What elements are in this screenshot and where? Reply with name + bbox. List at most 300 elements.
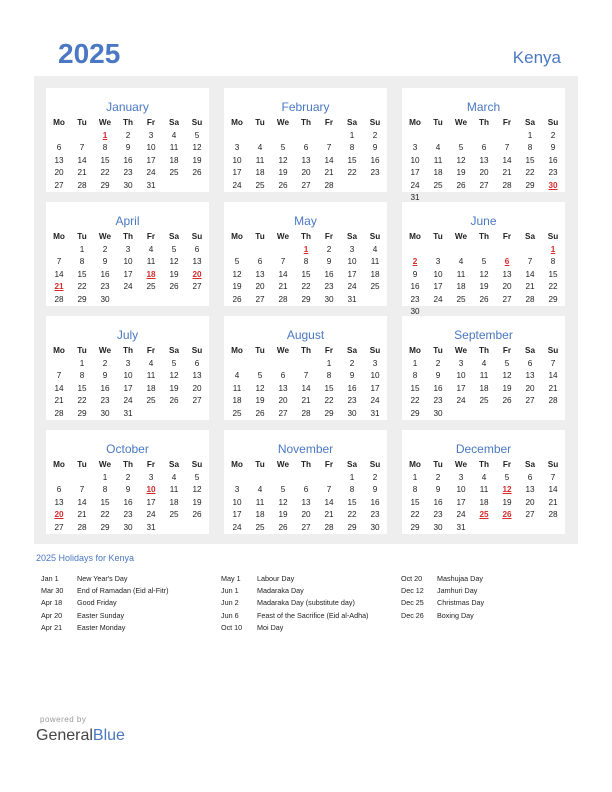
- brand-logo: [36, 727, 125, 745]
- day-cell: 5: [504, 359, 510, 368]
- weekday-header: Sa: [168, 346, 179, 355]
- holiday-row: [221, 623, 399, 633]
- day-cell: 2: [372, 473, 378, 482]
- day-cell: 28: [54, 294, 64, 304]
- weekday-header: Su: [191, 460, 203, 469]
- weekday-header: Sa: [168, 232, 179, 241]
- day-cell: 28: [324, 180, 334, 190]
- day-cell: 16: [100, 383, 110, 393]
- day-cell: 10: [456, 485, 466, 495]
- day-cell: 26: [502, 396, 512, 406]
- weekday-header: Fr: [324, 232, 334, 241]
- brand-blue: Blue: [92, 727, 125, 744]
- day-cell: 30: [100, 408, 110, 418]
- day-cell: 12: [169, 371, 179, 381]
- weekday-header: Su: [369, 346, 381, 355]
- weekday-header: Tu: [255, 460, 265, 469]
- day-cell: 15: [525, 155, 535, 165]
- holiday-day: 20: [192, 269, 202, 279]
- holiday-name: Labour Day: [257, 574, 295, 583]
- day-cell: 8: [79, 371, 85, 381]
- day-cell: 22: [77, 396, 87, 406]
- holiday-name: Moi Day: [257, 622, 284, 632]
- day-cell: 25: [232, 408, 242, 418]
- day-cell: 3: [435, 257, 441, 267]
- day-cell: 19: [278, 510, 288, 520]
- day-cell: 2: [102, 359, 108, 368]
- holiday-row: [401, 598, 579, 608]
- holiday-day: 2: [412, 257, 418, 267]
- day-cell: 26: [479, 294, 489, 304]
- weekday-header: Mo: [409, 118, 421, 127]
- day-cell: 18: [255, 168, 265, 178]
- day-cell: 30: [410, 307, 420, 316]
- day-cell: 14: [77, 155, 87, 165]
- weekday-header: Tu: [77, 232, 87, 241]
- day-cell: 17: [456, 497, 466, 507]
- day-cell: 10: [347, 257, 357, 267]
- day-cell: 14: [548, 371, 558, 381]
- day-cell: 29: [100, 180, 110, 190]
- day-cell: 24: [123, 396, 133, 406]
- holiday-day: 26: [502, 510, 512, 520]
- day-cell: 15: [410, 497, 420, 507]
- day-cell: 24: [347, 282, 357, 292]
- day-cell: 3: [148, 473, 154, 482]
- day-cell: 9: [125, 143, 131, 153]
- day-cell: 18: [370, 269, 380, 279]
- day-cell: 13: [525, 485, 535, 495]
- day-cell: 23: [548, 168, 558, 178]
- calendar-grid: [34, 76, 578, 544]
- day-cell: 18: [479, 497, 489, 507]
- day-cell: 7: [326, 143, 332, 153]
- holiday-date: Jun 6: [221, 610, 239, 620]
- day-cell: 14: [525, 269, 535, 279]
- day-cell: 1: [349, 473, 355, 482]
- day-cell: 22: [100, 510, 110, 520]
- powered-by-label: powered by: [40, 715, 87, 724]
- day-cell: 8: [349, 485, 355, 495]
- weekday-header: Sa: [168, 460, 179, 469]
- weekday-header: Th: [478, 232, 489, 241]
- day-cell: 7: [527, 257, 533, 267]
- day-cell: 17: [433, 282, 443, 292]
- day-cell: 10: [123, 257, 133, 267]
- day-cell: 27: [255, 294, 265, 304]
- day-cell: 20: [278, 396, 288, 406]
- weekday-header: Su: [369, 118, 381, 127]
- day-cell: 7: [303, 371, 309, 381]
- day-cell: 15: [77, 269, 87, 279]
- day-cell: 28: [548, 396, 558, 406]
- weekday-header: Mo: [231, 346, 243, 355]
- day-cell: 14: [301, 383, 311, 393]
- day-cell: 1: [326, 359, 332, 368]
- day-cell: 6: [56, 485, 62, 495]
- day-cell: 6: [280, 371, 286, 381]
- weekday-header: Mo: [409, 346, 421, 355]
- holiday-name: Madaraka Day (substitute day): [257, 598, 355, 608]
- day-cell: 30: [123, 180, 133, 190]
- day-cell: 20: [525, 497, 535, 507]
- weekday-header: Mo: [231, 232, 243, 241]
- day-cell: 4: [171, 131, 177, 140]
- day-cell: 13: [255, 269, 265, 279]
- day-cell: 12: [502, 371, 512, 381]
- weekday-header: Tu: [77, 346, 87, 355]
- day-cell: 15: [100, 155, 110, 165]
- day-cell: 12: [169, 257, 179, 267]
- holiday-day: 20: [54, 510, 64, 520]
- day-cell: 21: [324, 510, 334, 520]
- month-march: [402, 88, 565, 202]
- holiday-row: [221, 574, 399, 584]
- day-cell: 3: [234, 143, 240, 153]
- day-cell: 6: [481, 143, 487, 153]
- day-cell: 7: [550, 359, 556, 368]
- weekday-header: Fr: [502, 118, 512, 127]
- holiday-day: 21: [54, 282, 64, 292]
- weekday-header: We: [454, 346, 468, 355]
- day-cell: 13: [192, 257, 202, 267]
- day-cell: 11: [370, 257, 380, 267]
- day-cell: 4: [481, 473, 487, 482]
- day-cell: 9: [550, 143, 556, 153]
- day-cell: 22: [301, 282, 311, 292]
- weekday-header: Tu: [77, 118, 87, 127]
- day-cell: 6: [56, 143, 62, 153]
- day-cell: 15: [548, 269, 558, 279]
- weekday-header: Sa: [346, 118, 357, 127]
- day-cell: 17: [232, 510, 242, 520]
- holiday-date: Jun 1: [221, 586, 239, 596]
- weekday-header: Fr: [502, 346, 512, 355]
- day-cell: 17: [123, 383, 133, 393]
- weekday-header: Sa: [524, 232, 535, 241]
- day-cell: 19: [502, 383, 512, 393]
- day-cell: 17: [146, 155, 156, 165]
- weekday-header: Fr: [146, 118, 156, 127]
- weekday-header: Th: [300, 118, 311, 127]
- weekday-header: Tu: [433, 460, 443, 469]
- day-cell: 3: [412, 143, 418, 153]
- day-cell: 1: [102, 473, 108, 482]
- day-cell: 24: [456, 510, 466, 520]
- day-cell: 12: [278, 497, 288, 507]
- day-cell: 13: [54, 155, 64, 165]
- month-january: [46, 88, 209, 192]
- weekday-header: Fr: [324, 460, 334, 469]
- weekday-header: Th: [122, 346, 133, 355]
- day-cell: 17: [232, 168, 242, 178]
- month-november: [224, 430, 387, 534]
- holiday-day: 10: [146, 485, 156, 495]
- holiday-date: Dec 12: [401, 586, 424, 596]
- day-cell: 4: [372, 245, 378, 254]
- month-name: January: [106, 100, 149, 114]
- day-cell: 29: [77, 294, 87, 304]
- day-cell: 1: [412, 359, 418, 368]
- day-cell: 10: [146, 143, 156, 153]
- day-cell: 13: [479, 155, 489, 165]
- day-cell: 27: [301, 522, 311, 532]
- day-cell: 26: [192, 510, 202, 520]
- holiday-row: [41, 574, 219, 584]
- weekday-header: Fr: [324, 346, 334, 355]
- day-cell: 14: [548, 485, 558, 495]
- weekday-header: Th: [478, 460, 489, 469]
- day-cell: 16: [410, 282, 420, 292]
- day-cell: 10: [433, 269, 443, 279]
- day-cell: 21: [324, 168, 334, 178]
- month-name: April: [115, 214, 140, 228]
- holiday-name: Easter Monday: [77, 622, 126, 632]
- day-cell: 26: [232, 294, 242, 304]
- holiday-day: 6: [504, 257, 510, 267]
- day-cell: 8: [412, 485, 418, 495]
- holiday-day: 1: [303, 245, 309, 254]
- weekday-header: Sa: [346, 460, 357, 469]
- weekday-header: We: [454, 460, 468, 469]
- day-cell: 12: [192, 143, 202, 153]
- weekday-header: Su: [547, 346, 559, 355]
- day-cell: 3: [458, 359, 464, 368]
- day-cell: 28: [278, 294, 288, 304]
- day-cell: 19: [192, 497, 202, 507]
- holiday-date: Dec 25: [401, 598, 424, 608]
- day-cell: 26: [192, 168, 202, 178]
- day-cell: 20: [192, 383, 202, 393]
- day-cell: 13: [278, 383, 288, 393]
- weekday-header: Fr: [502, 232, 512, 241]
- day-cell: 10: [232, 497, 242, 507]
- day-cell: 1: [79, 245, 85, 254]
- day-cell: 3: [372, 359, 378, 368]
- weekday-header: We: [98, 232, 112, 241]
- month-december: [402, 430, 565, 534]
- month-name: June: [470, 214, 497, 228]
- holiday-date: Jan 1: [41, 574, 59, 583]
- day-cell: 28: [77, 180, 87, 190]
- day-cell: 20: [502, 282, 512, 292]
- holiday-day: 18: [146, 269, 156, 279]
- weekday-header: Th: [122, 232, 133, 241]
- day-cell: 25: [146, 282, 156, 292]
- weekday-header: We: [276, 232, 290, 241]
- day-cell: 23: [123, 510, 133, 520]
- day-cell: 21: [77, 168, 87, 178]
- day-cell: 11: [255, 497, 265, 507]
- day-cell: 29: [301, 294, 311, 304]
- day-cell: 18: [255, 510, 265, 520]
- day-cell: 29: [347, 522, 357, 532]
- day-cell: 25: [370, 282, 380, 292]
- day-cell: 20: [54, 168, 64, 178]
- day-cell: 21: [548, 383, 558, 393]
- weekday-header: Sa: [524, 460, 535, 469]
- day-cell: 9: [435, 371, 441, 381]
- weekday-header: Su: [547, 460, 559, 469]
- holiday-name: Feast of the Sacrifice (Eid al-Adha): [257, 610, 369, 620]
- day-cell: 27: [278, 408, 288, 418]
- day-cell: 31: [146, 180, 156, 190]
- day-cell: 11: [169, 143, 179, 153]
- day-cell: 30: [100, 294, 110, 304]
- day-cell: 17: [347, 269, 357, 279]
- brand-general: General: [36, 727, 93, 744]
- day-cell: 7: [550, 473, 556, 482]
- day-cell: 25: [255, 522, 265, 532]
- day-cell: 11: [456, 269, 466, 279]
- day-cell: 23: [123, 168, 133, 178]
- holiday-row: [41, 598, 219, 608]
- day-cell: 26: [278, 180, 288, 190]
- day-cell: 25: [169, 510, 179, 520]
- day-cell: 11: [232, 383, 242, 393]
- day-cell: 14: [278, 269, 288, 279]
- day-cell: 6: [194, 359, 200, 368]
- day-cell: 2: [435, 473, 441, 482]
- day-cell: 21: [301, 396, 311, 406]
- month-july: [46, 316, 209, 420]
- day-cell: 16: [370, 155, 380, 165]
- day-cell: 7: [79, 143, 85, 153]
- day-cell: 26: [456, 180, 466, 190]
- day-cell: 9: [102, 371, 108, 381]
- day-cell: 4: [257, 143, 263, 153]
- day-cell: 31: [370, 408, 380, 418]
- day-cell: 20: [479, 168, 489, 178]
- weekday-header: We: [276, 346, 290, 355]
- day-cell: 16: [324, 269, 334, 279]
- day-cell: 12: [255, 383, 265, 393]
- day-cell: 24: [146, 510, 156, 520]
- day-cell: 15: [410, 383, 420, 393]
- weekday-header: Sa: [346, 232, 357, 241]
- day-cell: 29: [548, 294, 558, 304]
- day-cell: 4: [148, 245, 154, 254]
- day-cell: 18: [479, 383, 489, 393]
- holiday-name: Easter Sunday: [77, 610, 125, 620]
- holiday-row: [41, 623, 219, 633]
- day-cell: 18: [169, 497, 179, 507]
- day-cell: 2: [435, 359, 441, 368]
- weekday-header: Su: [547, 232, 559, 241]
- month-name: May: [294, 214, 317, 228]
- day-cell: 29: [410, 408, 420, 418]
- day-cell: 16: [100, 269, 110, 279]
- month-june: [402, 202, 565, 316]
- day-cell: 30: [324, 294, 334, 304]
- day-cell: 4: [435, 143, 441, 153]
- day-cell: 29: [525, 180, 535, 190]
- day-cell: 8: [412, 371, 418, 381]
- day-cell: 15: [301, 269, 311, 279]
- day-cell: 11: [479, 485, 489, 495]
- day-cell: 29: [410, 522, 420, 532]
- weekday-header: Su: [369, 232, 381, 241]
- day-cell: 7: [280, 257, 286, 267]
- day-cell: 23: [370, 510, 380, 520]
- day-cell: 8: [326, 371, 332, 381]
- day-cell: 4: [234, 371, 240, 381]
- holiday-row: [41, 611, 219, 621]
- day-cell: 5: [280, 485, 286, 495]
- day-cell: 11: [169, 485, 179, 495]
- month-name: July: [116, 328, 139, 342]
- day-cell: 19: [456, 168, 466, 178]
- day-cell: 20: [301, 168, 311, 178]
- weekday-header: Th: [300, 460, 311, 469]
- weekday-header: Su: [369, 460, 381, 469]
- month-october: [46, 430, 209, 534]
- day-cell: 26: [255, 408, 265, 418]
- day-cell: 17: [456, 383, 466, 393]
- day-cell: 18: [232, 396, 242, 406]
- day-cell: 14: [324, 155, 334, 165]
- day-cell: 28: [77, 522, 87, 532]
- weekday-header: Th: [122, 118, 133, 127]
- day-cell: 5: [504, 473, 510, 482]
- day-cell: 31: [123, 408, 133, 418]
- weekday-header: Su: [191, 118, 203, 127]
- day-cell: 15: [347, 155, 357, 165]
- day-cell: 16: [123, 497, 133, 507]
- day-cell: 7: [56, 257, 62, 267]
- day-cell: 13: [192, 371, 202, 381]
- day-cell: 26: [169, 282, 179, 292]
- holiday-row: [221, 598, 399, 608]
- day-cell: 29: [100, 522, 110, 532]
- day-cell: 9: [326, 257, 332, 267]
- day-cell: 31: [410, 193, 420, 202]
- weekday-header: Tu: [433, 346, 443, 355]
- weekday-header: Sa: [168, 118, 179, 127]
- weekday-header: We: [98, 118, 112, 127]
- month-name: October: [106, 442, 149, 456]
- day-cell: 18: [433, 168, 443, 178]
- day-cell: 3: [349, 245, 355, 254]
- day-cell: 19: [192, 155, 202, 165]
- day-cell: 14: [324, 497, 334, 507]
- holiday-name: Jamhuri Day: [437, 586, 478, 596]
- day-cell: 16: [123, 155, 133, 165]
- weekday-header: Mo: [53, 232, 65, 241]
- day-cell: 24: [410, 180, 420, 190]
- day-cell: 16: [370, 497, 380, 507]
- holiday-name: Madaraka Day: [257, 586, 304, 596]
- day-cell: 27: [54, 522, 64, 532]
- day-cell: 12: [192, 485, 202, 495]
- day-cell: 1: [79, 359, 85, 368]
- holiday-date: Oct 10: [221, 622, 243, 632]
- day-cell: 20: [525, 383, 535, 393]
- day-cell: 13: [502, 269, 512, 279]
- day-cell: 10: [456, 371, 466, 381]
- day-cell: 13: [525, 371, 535, 381]
- weekday-header: We: [454, 232, 468, 241]
- holiday-date: Apr 20: [41, 610, 63, 620]
- day-cell: 18: [456, 282, 466, 292]
- weekday-header: Mo: [409, 460, 421, 469]
- day-cell: 28: [324, 522, 334, 532]
- day-cell: 5: [194, 131, 200, 140]
- day-cell: 27: [54, 180, 64, 190]
- day-cell: 12: [456, 155, 466, 165]
- day-cell: 6: [257, 257, 263, 267]
- day-cell: 20: [301, 510, 311, 520]
